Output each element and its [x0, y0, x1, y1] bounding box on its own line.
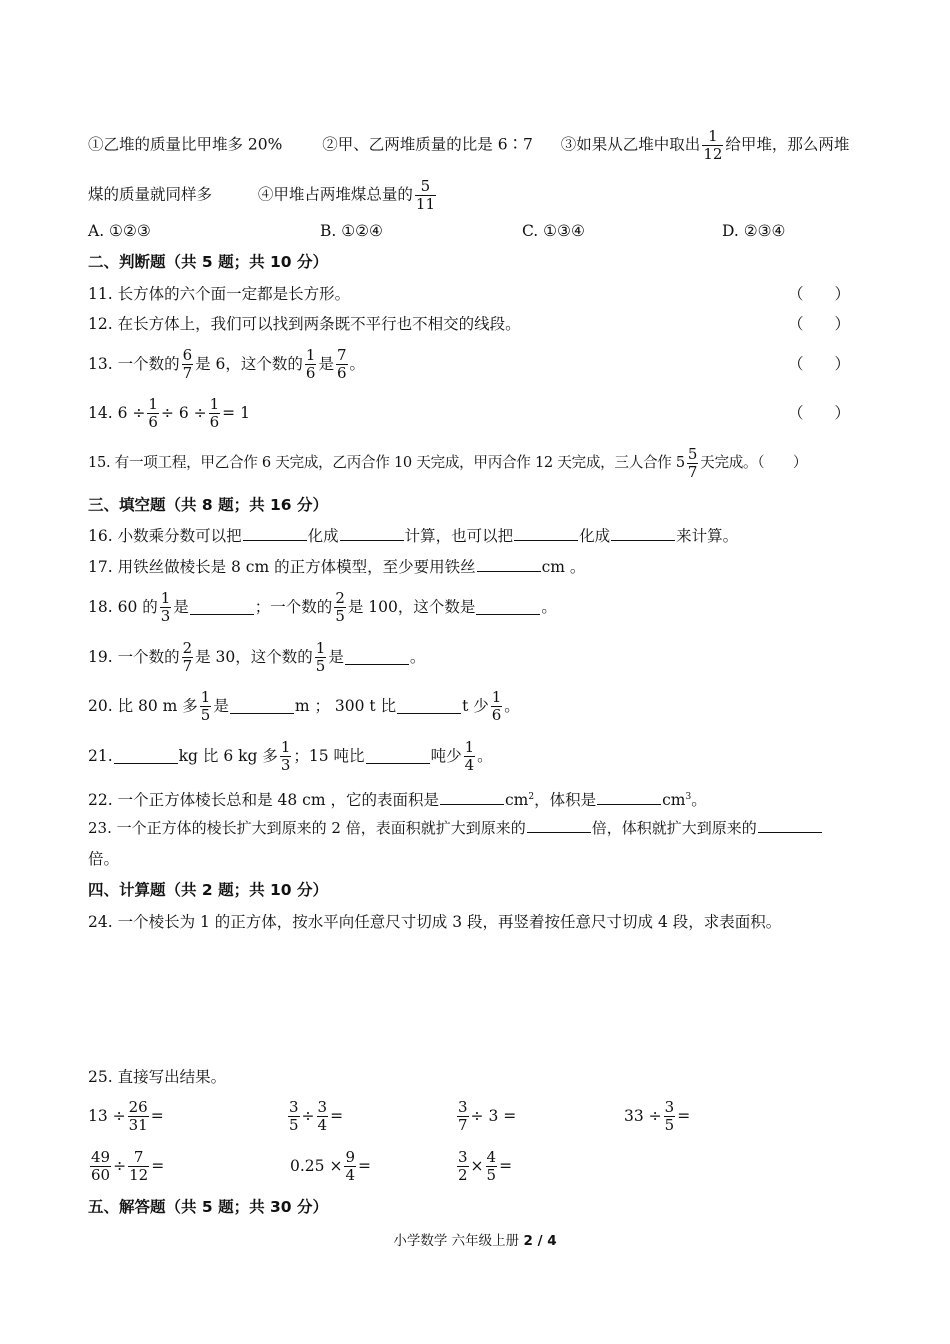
q10-option1: ①乙堆的质量比甲堆多 20% [88, 135, 283, 154]
q23-end: 倍。 [88, 850, 120, 868]
answer-paren-q12[interactable]: （ ） [787, 315, 850, 333]
fraction: $\frac{1}{6}$ [305, 345, 316, 382]
answer-blank[interactable] [345, 650, 409, 665]
choice-d[interactable]: D. ②③④ [722, 222, 786, 240]
answer-blank[interactable] [114, 749, 178, 764]
footer-text: 小学数学 六年级上册 [393, 1233, 520, 1249]
answer-blank[interactable] [611, 526, 675, 541]
section3-title: 三、填空题（共 8 题；共 16 分） [88, 496, 328, 514]
choice-a[interactable]: A. ①②③ [88, 222, 151, 240]
fraction: $\frac{3}{5}$ [664, 1097, 675, 1134]
q17: 17. 用铁丝做棱长是 8 cm 的正方体模型，至少要用铁丝 cm 。 [88, 558, 586, 576]
fraction: $\frac{1}{3}$ [160, 588, 171, 625]
page-footer [0, 1229, 950, 1249]
q25: 25. 直接写出结果。 [88, 1068, 227, 1086]
fraction: $\frac{9}{4}$ [345, 1147, 355, 1184]
expression-6: 0.25 × $\frac{9}{4}$ = [290, 1147, 371, 1184]
expression-7: $\frac{3}{2}$ × $\frac{4}{5}$ = [458, 1147, 513, 1184]
answer-paren-q15[interactable]: 天完成。（ ） [700, 454, 808, 471]
expression-1: 13 ÷ $\frac{26}{31}$ = [88, 1097, 164, 1134]
fraction: $\frac{3}{7}$ [458, 1097, 468, 1134]
section2-title: 二、判断题（共 5 题；共 10 分） [88, 253, 328, 271]
expression-2: $\frac{3}{5}$ ÷ $\frac{3}{4}$ = [289, 1097, 344, 1134]
expression-5: $\frac{49}{60}$ ÷ $\frac{7}{12}$ = [91, 1147, 165, 1184]
q18: 18. 60 的 $\frac{1}{3}$ 是 ；一个数的 $\frac{2}{5}$ 是 100，这个数是 。 [88, 588, 557, 625]
q10-option3: ③如果从乙堆中取出 [560, 135, 701, 154]
fraction: $\frac{1}{5}$ [315, 638, 326, 675]
fraction: $\frac{3}{4}$ [317, 1097, 328, 1134]
fraction: $\frac{49}{60}$ [91, 1147, 111, 1184]
fraction: $\frac{1}{6}$ [491, 687, 502, 724]
q10-options-line1: ①乙堆的质量比甲堆多 20% ②甲、乙两堆质量的比是 6∶7 ③如果从乙堆中取出 $\frac{1}{12}$ 给甲堆，那么两堆 [88, 127, 850, 163]
answer-paren-q14[interactable]: （ ） [787, 404, 850, 422]
q10-option2: ②甲、乙两堆质量的比是 6∶7 [322, 135, 533, 154]
q21: 21. kg 比 6 kg 多 $\frac{1}{3}$ ；15 吨比 吨少 $\frac{1}{4}$ 。 [88, 737, 493, 774]
answer-blank[interactable] [514, 526, 578, 541]
answer-blank[interactable] [440, 790, 504, 805]
fraction: $\frac{4}{5}$ [486, 1147, 497, 1184]
answer-blank[interactable] [477, 557, 541, 572]
q16: 16. 小数乘分数可以把 化成 计算，也可以把 化成 来计算。 [88, 527, 739, 545]
section5-title: 五、解答题（共 5 题；共 30 分） [88, 1198, 328, 1216]
q19: 19. 一个数的 $\frac{2}{7}$ 是 30，这个数的 $\frac{1}{5}$ 是 。 [88, 638, 426, 675]
q24: 24. 一个棱长为 1 的正方体，按水平向任意尺寸切成 3 段，再竖着按任意尺寸切成 4 段，求表面积。 [88, 913, 782, 931]
q23: 23. 一个正方体的棱长扩大到原来的 2 倍，表面积就扩大到原来的 倍，体积就扩大到原来的 [88, 817, 866, 839]
answer-blank[interactable] [758, 818, 822, 833]
expression-4: 33 ÷ $\frac{3}{5}$ = [624, 1097, 691, 1134]
fraction: $\frac{3}{5}$ [289, 1097, 299, 1134]
fraction: $\frac{5}{11}$ [415, 177, 435, 213]
q12: 12. 在长方体上，我们可以找到两条既不平行也不相交的线段。 [88, 315, 521, 333]
answer-paren-q13[interactable]: （ ） [787, 355, 850, 373]
section4-title: 四、计算题（共 2 题；共 10 分） [88, 881, 328, 899]
answer-blank[interactable] [397, 699, 461, 714]
fraction: $\frac{7}{12}$ [129, 1147, 149, 1184]
fraction: $\frac{6}{7}$ [182, 345, 193, 382]
fraction: $\frac{3}{2}$ [458, 1147, 468, 1184]
fraction: $\frac{2}{7}$ [182, 638, 193, 675]
fraction: $\frac{5}{7}$ [687, 444, 698, 481]
answer-blank[interactable] [230, 699, 294, 714]
fraction: $\frac{1}{6}$ [209, 394, 220, 431]
fraction: $\frac{7}{6}$ [336, 345, 347, 382]
answer-paren-q11[interactable]: （ ） [787, 285, 850, 303]
answer-blank[interactable] [366, 749, 430, 764]
expression-3: $\frac{3}{7}$ ÷ 3 = [458, 1097, 517, 1134]
fraction: $\frac{1}{12}$ [703, 127, 723, 163]
answer-blank[interactable] [476, 600, 540, 615]
fraction: $\frac{2}{5}$ [335, 588, 345, 625]
answer-blank[interactable] [340, 526, 404, 541]
fraction: $\frac{1}{6}$ [148, 394, 158, 431]
answer-blank[interactable] [527, 818, 591, 833]
q10-option4: ④甲堆占两堆煤总量的 [257, 185, 413, 204]
choice-b[interactable]: B. ①②④ [320, 222, 383, 240]
fraction: $\frac{26}{31}$ [128, 1097, 148, 1134]
q22: 22. 一个正方体棱长总和是 48 cm ，它的表面积是 $cm^2$，体积是 $cm^3$。 [88, 791, 707, 810]
answer-blank[interactable] [190, 600, 254, 615]
fraction: $\frac{1}{5}$ [200, 687, 211, 724]
choice-c[interactable]: C. ①③④ [522, 222, 585, 240]
q11: 11. 长方体的六个面一定都是长方形。 [88, 285, 351, 303]
q14: 14. 6 ÷ $\frac{1}{6}$ ÷ 6 ÷ $\frac{1}{6}$ = 1 [88, 394, 250, 431]
q13: 13. 一个数的 $\frac{6}{7}$ 是 6，这个数的 $\frac{1}{6}$ 是 $\frac{7}{6}$ 。 [88, 345, 366, 382]
q15: 15. 有一项工程，甲乙合作 6 天完成，乙丙合作 10 天完成，甲丙合作 12 天完成，三人合作 5 $\frac{5}{7}$ 天完成。（ ） [88, 444, 808, 481]
answer-blank[interactable] [597, 790, 661, 805]
fraction: $\frac{1}{3}$ [280, 737, 291, 774]
q20: 20. 比 80 m 多 $\frac{1}{5}$ 是 m ； 300 t 比 t 少 $\frac{1}{6}$ 。 [88, 687, 520, 724]
answer-blank[interactable] [243, 526, 307, 541]
fraction: $\frac{1}{4}$ [464, 737, 475, 774]
q10-options-line2: 煤的质量就同样多 ④甲堆占两堆煤总量的 $\frac{5}{11}$ [88, 177, 435, 213]
page-number: 2 / 4 [523, 1233, 557, 1249]
